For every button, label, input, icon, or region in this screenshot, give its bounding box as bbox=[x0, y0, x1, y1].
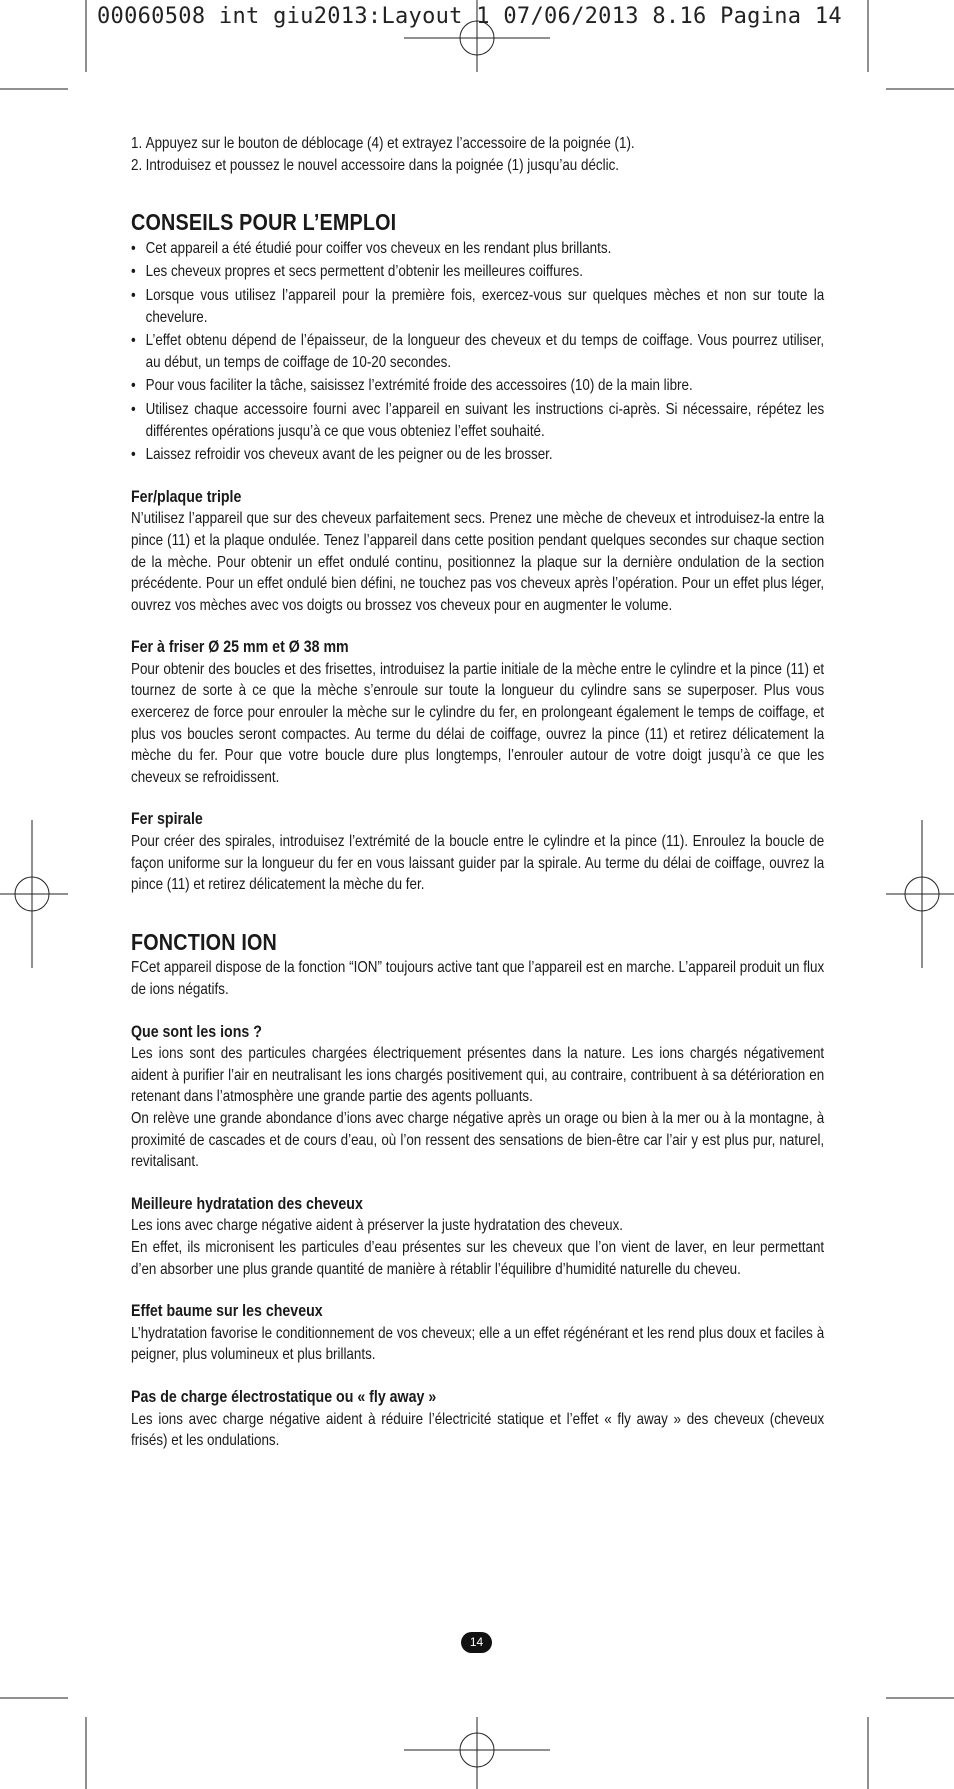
step-number: 1. bbox=[131, 135, 143, 152]
bullet-glyph: • bbox=[131, 400, 136, 418]
bullet-text: Les cheveux propres et secs permettent d’obtenir les meilleures coiffures. bbox=[145, 263, 583, 281]
bullet-glyph: • bbox=[131, 263, 136, 281]
step-text: Introduisez et poussez le nouvel accessoire dans la poignée (1) jusqu’au déclic. bbox=[145, 156, 620, 174]
page-number: 14 bbox=[461, 1632, 492, 1653]
paragraph-hydratation-2: En effet, ils micronisent les particules d’eau présentes sur les cheveux que l’on vient de laver, en leur permettant d’en absorber une plus grande quantité de manière à rétablir l’équilibre d’humidité naturelle du cheveu. bbox=[131, 1238, 825, 1278]
page-content bbox=[131, 133, 824, 1452]
bullet-text: Lorsque vous utilisez l’appareil pour la première fois, exercez-vous sur quelques mèches et non sur toute la chevelure. bbox=[145, 286, 825, 326]
bullet-glyph: • bbox=[131, 377, 136, 395]
bullet-text: Pour vous faciliter la tâche, saisissez l’extrémité froide des accessoires (10) de la main libre. bbox=[145, 377, 693, 395]
bullet-glyph: • bbox=[131, 332, 136, 350]
subsection-title-fer-plaque: Fer/plaque triple bbox=[131, 487, 242, 506]
step-number: 2. bbox=[131, 156, 143, 174]
subsection-title-baume: Effet baume sur les cheveux bbox=[131, 1302, 323, 1321]
list-item bbox=[131, 238, 824, 260]
list-item bbox=[131, 285, 824, 328]
paragraph-baume: L’hydratation favorise le conditionnement de vos cheveux; elle a un effet régénérant et les rend plus doux et faciles à peigner, plus volumineux et plus brillants. bbox=[131, 1324, 825, 1364]
list-item bbox=[131, 330, 824, 373]
subsection-title-fer-spirale: Fer spirale bbox=[131, 810, 203, 829]
bullet-glyph: • bbox=[131, 286, 136, 304]
paragraph-statique: Les ions avec charge négative aident à réduire l’électricité statique et l’effet « fly away » des cheveux (cheveux frisés) et les ondulations. bbox=[131, 1410, 825, 1450]
list-item bbox=[131, 155, 824, 177]
bullet-text: Laissez refroidir vos cheveux avant de les peigner ou de les brosser. bbox=[145, 446, 553, 464]
bullet-text: L’effet obtenu dépend de l’épaisseur, de la longueur des cheveux et du temps de coiffage. Vous pourrez utiliser, au début, un temps de coiffage de 10-20 secondes. bbox=[145, 332, 825, 371]
bullet-glyph: • bbox=[131, 446, 136, 464]
bullet-text: Cet appareil a été étudié pour coiffer vos cheveux en les rendant plus brillants. bbox=[145, 239, 612, 257]
list-item bbox=[131, 399, 824, 442]
replacement-steps bbox=[131, 133, 824, 176]
print-slug: 00060508 int giu2013:Layout 1 07/06/2013 8.16 Pagina 14 bbox=[97, 4, 842, 29]
bullet-glyph: • bbox=[131, 239, 136, 257]
paragraph-fer-friser: Pour obtenir des boucles et des frisettes, introduisez la partie initiale de la mèche entre le cylindre et la pince (11) et tournez de sorte à ce que la mèche s’enroule sur toute la longueur du cylindre sans se superposer. Plus vous exercerez de force pour enrouler la mèche sur le cylindre du fer, en prolongeant également le temps de coiffage, et plus vos boucles seront compactes. Au terme du délai de coiffage, ouvrez la pince (11) et retirez délicatement la mèche du fer. Pour que votre boucle dure plus longtemps, l’enrouler autour de votre doigt jusqu’à ce que les cheveux se refroidissent. bbox=[131, 660, 825, 786]
list-item bbox=[131, 261, 824, 283]
paragraph-fer-plaque: N’utilisez l’appareil que sur des cheveux parfaitement secs. Prenez une mèche de cheveux et introduisez-la entre la pince (11) et la plaque ondulée. Tenez l’appareil dans cette position pendant quelques secondes sur chaque section de la mèche. Pour obtenir un effet ondulé continu, positionnez la plaque sur la dernière ondulation de la section précédente. Pour un effet ondulé bien défini, ne touchez pas vos cheveux après l’opération. Pour un effet plus léger, ouvrez vos mèches avec vos doigts ou brossez vos cheveux pour en augmenter le volume. bbox=[131, 510, 825, 614]
paragraph-ions-1: Les ions sont des particules chargées électriquement présentes dans la nature. Les ions chargés négativement aident à purifier l’air en neutralisant les ions chargés positivement qui, au contraire, contribuent à sa détérioration en retenant dans l’atmosphère une grande partie des agents polluants. bbox=[131, 1045, 825, 1106]
bullet-text: Utilisez chaque accessoire fourni avec l’appareil en suivant les instructions ci-après. Si nécessaire, répétez les différentes opérations jusqu’à ce que vous obteniez l’effet souhaité. bbox=[145, 400, 825, 440]
step-text: Appuyez sur le bouton de déblocage (4) et extrayez l’accessoire de la poignée (1). bbox=[145, 135, 635, 152]
list-item bbox=[131, 375, 824, 397]
conseils-list bbox=[131, 238, 824, 466]
paragraph-ions-2: On relève une grande abondance d’ions avec charge négative après un orage ou bien à la mer ou à la montagne, à proximité de cascades et de cours d’eau, où l’on ressent des sensations de bien-être car l’air y est plus pur, naturel, revitalisant. bbox=[131, 1109, 825, 1171]
paragraph-fer-spirale: Pour créer des spirales, introduisez l’extrémité de la boucle entre le cylindre et la pince (11). Enroulez la boucle de façon uniforme sur la longueur du fer en vous laissant guider par la spirale. Au terme du délai de coiffage, ouvrez la pince (11) et retirez délicatement la mèche du fer. bbox=[131, 833, 825, 894]
subsection-title-statique: Pas de charge électrostatique ou « fly away » bbox=[131, 1387, 437, 1406]
subsection-title-fer-friser: Fer à friser Ø 25 mm et Ø 38 mm bbox=[131, 638, 349, 657]
paragraph-fonction-ion: FCet appareil dispose de la fonction “ION” toujours active tant que l’appareil est en marche. L’appareil produit un flux de ions négatifs. bbox=[131, 959, 825, 998]
paragraph-hydratation-1: Les ions avec charge négative aident à préserver la juste hydratation des cheveux. bbox=[131, 1217, 624, 1235]
text-column bbox=[131, 133, 824, 1452]
subsection-title-hydratation: Meilleure hydratation des cheveux bbox=[131, 1194, 363, 1213]
section-title-conseils: CONSEILS POUR L’EMPLOI bbox=[131, 209, 397, 236]
subsection-title-ions: Que sont les ions ? bbox=[131, 1022, 262, 1041]
list-item bbox=[131, 444, 824, 466]
list-item bbox=[131, 133, 824, 155]
section-title-fonction-ion: FONCTION ION bbox=[131, 928, 278, 955]
